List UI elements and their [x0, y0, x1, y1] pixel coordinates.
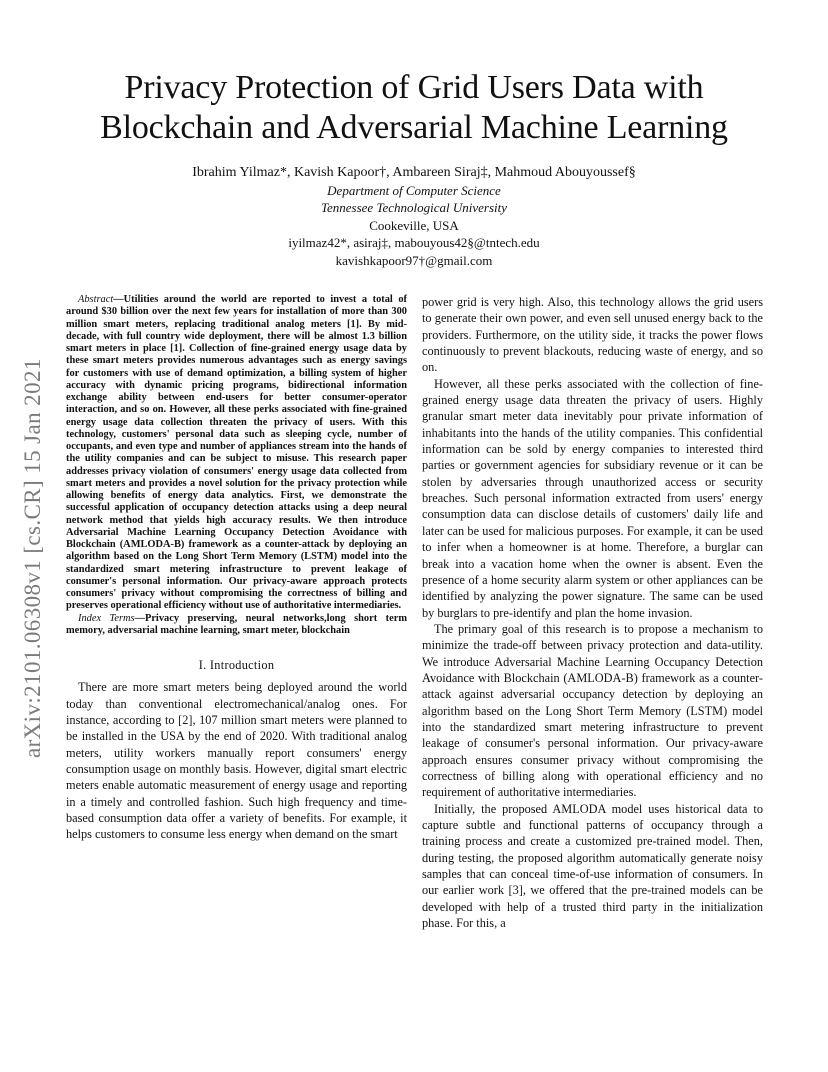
abstract: [66, 294, 407, 613]
intro-p1-pre: There are more smart meters being deployed around the world today than conventional electromechanical/analog ones. For instance, according to: [66, 680, 407, 728]
abstract-text-mid: . By mid-decade, with full country wide deployment, there will be almost 1.3 billion smart meters in place: [66, 318, 407, 354]
intro-p1-post: , 107 million smart meters were planned to be installed in the USA by the end of 2020. With traditional analog meters, utility workers manually report consumers' energy consumption usage on monthly basis. However, digital smart electric meters enable automatic measurement of energy usage and reporting in a timely and controlled fashion. Such high frequency and time-based consumption data offer a variety of benefits. For example, it helps customers to consume less energy when demand on the smart: [66, 713, 407, 842]
author-list: Ibrahim Yilmaz*, Kavish Kapoor†, Ambareen Siraj‡, Mahmoud Abouyoussef§: [192, 165, 636, 180]
title-line-1: Privacy Protection of Grid Users Data with: [124, 69, 704, 106]
intro-paragraph-3: The primary goal of this research is to propose a mechanism to minimize the trade-off between privacy protection and data-utility. We introduce Adversarial Machine Learning Occupancy Detection Avoidance with Blockchain (AMLODA-B) framework as a counter-attack against adversarial occupancy detection by deploying an algorithm based on the Long Short Term Memory (LSTM) model into the standardized smart metering infrastructure to prevent leakage of consumer's personal information. Our privacy-aware approach ensures consumer privacy without compromising the correctness of billing along with operational efficiency and no requirement of authoritative intermediaries.: [422, 621, 763, 800]
intro-paragraph-cont: power grid is very high. Also, this technology allows the grid users to generate their own power, and even sell unused energy back to the providers. Furthermore, on the utility side, it tracks the power flows continuously to prevent blackouts, reducing waste of energy, and so on.: [422, 295, 763, 375]
email-line-2: kavishkapoor97†@gmail.com: [335, 252, 493, 268]
index-terms-text: —Privacy preserving, neural networks,long short term memory, adversarial machine learning, smart meter, blockchain: [66, 612, 408, 636]
citation-link[interactable]: [1]: [347, 318, 360, 330]
paper-title: [60, 68, 768, 148]
intro-paragraph-4: [422, 801, 763, 932]
intro-p4-post: , we offered that the pre-trained models can be developed with help of a trusted third party in the initialization phase. For this, a: [422, 883, 763, 931]
citation-link[interactable]: [2]: [178, 713, 193, 728]
email-line-1: iyilmaz42*, asiraj‡, mabouyous42§@tntech.edu: [288, 235, 540, 251]
index-terms-label: Index Terms: [78, 612, 135, 624]
university: Tennessee Technological University: [320, 200, 508, 216]
abstract-text-pre: —Utilities around the world are reported to invest a total of around $30 billion over the next few years for installation of more than 300 million smart meters, replacing traditional analog meters: [66, 294, 407, 330]
citation-link[interactable]: [3]: [508, 883, 523, 898]
arxiv-stamp: arXiv:2101.06308v1 [cs.CR] 15 Jan 2021: [20, 358, 45, 758]
citation-link[interactable]: [1]: [170, 343, 183, 354]
abstract-label: Abstract: [78, 294, 114, 305]
intro-p4-pre: Initially, the proposed AMLODA model uses historical data to capture subtle and functional patterns of occupancy through a training process and create a customized pre-trained model. Then, during testing, the proposed algorithm automatically generate noisy samples that can conceal time-of-use information of consumers. In our earlier work: [422, 801, 763, 898]
section-heading-introduction: I. Introduction: [198, 658, 275, 672]
left-column: [66, 294, 407, 843]
city: Cookeville, USA: [369, 217, 459, 233]
right-column: [422, 294, 763, 931]
index-terms: [66, 613, 407, 638]
title-line-2: Blockchain and Adversarial Machine Learning: [100, 109, 728, 146]
intro-paragraph-2: However, all these perks associated with the collection of fine-grained energy usage data threaten the privacy of users. Highly granular smart meter data inevitably pour private information of inhabitants into the hands of the utility companies. This confidential information can be sold by energy companies to interested third parties or government agencies for subsidiary revenue or it can be stolen by adversaries through unauthorized access or security breaches. Such personal information extracted from users' energy consumption data can disclose details of customers' daily life and later can be used for malicious purposes. For example, it can be used to infer when a homeowner is at home. Therefore, a burglar can break into a vacation home when the owner is absent. Even the presence of a home security alarm system or other appliances can be identified by analyzing the power signature. The same can be used by burglars to pre-identify and plan the home invasion.: [422, 376, 763, 620]
department: Department of Computer Science: [327, 183, 501, 198]
intro-paragraph-1: [66, 679, 407, 842]
affiliation-block: [100, 182, 728, 269]
abstract-text-post: . Collection of fine-grained energy usage data by these smart meters provides numerous advantages such as energy savings for customers with use of demand optimization, a billing system of higher accuracy with dynamic pricing programs, bidirectional information exchange ability between end-users for better consumer-operator interaction, and so on. However, all these perks associated with fine-grained energy usage data collection threaten the privacy of users. With this technology, customers' personal data such as sleeping cycle, number of occupants, and even type and number of appliances stream into the hands of the utility companies and can be subject to misuse. This research paper addresses privacy violation of consumers' energy usage data collected from smart meters and provides a novel solution for the privacy protection while allowing benefits of energy data analytics. First, we demonstrate the successful application of occupancy detection attacks using a deep neural network method that yields high accuracy results. We then introduce Adversarial Machine Learning Occupancy Detection Avoidance with Blockchain (AMLODA-B) framework as a counter-attack by deploying an algorithm based on the Long Short Term Memory (LSTM) model into the standardized smart metering infrastructure to prevent leakage of consumer's personal information. Our privacy-aware approach protects consumers' privacy without compromising the correctness of billing and preserves operational efficiency without use of authoritative intermediaries.: [66, 343, 407, 612]
